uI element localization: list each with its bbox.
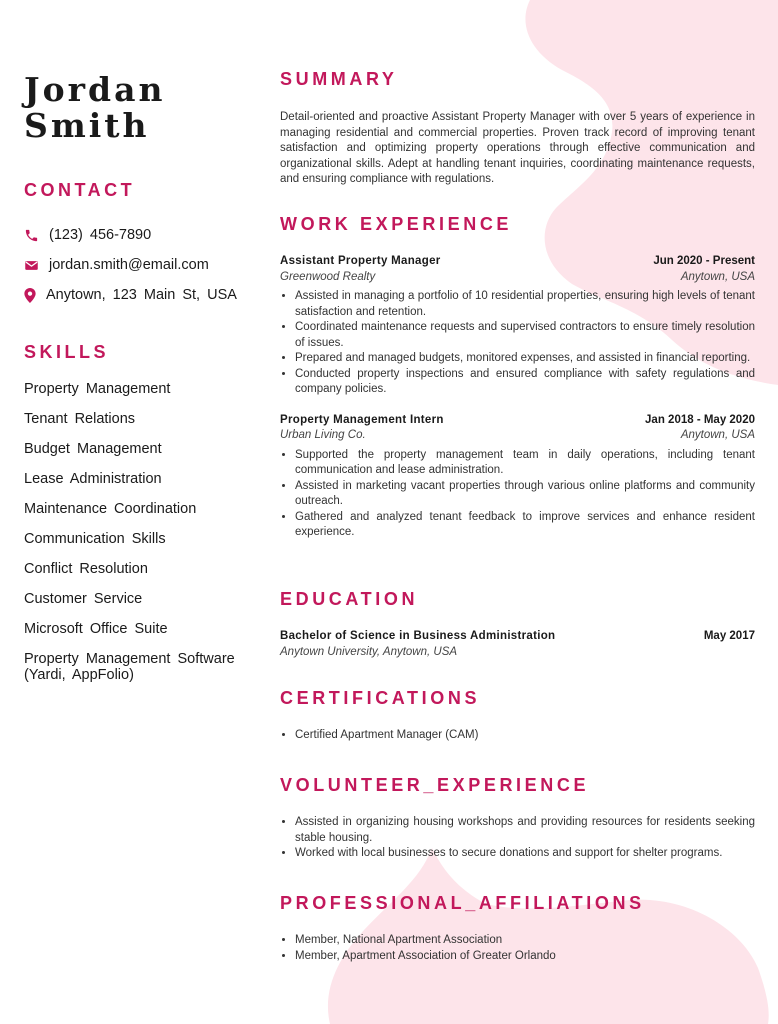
affiliations-section [280, 892, 755, 964]
contact-email [24, 250, 237, 280]
contact-address [24, 280, 237, 310]
job-dates: Jan 2018 - May 2020 [645, 413, 755, 426]
education-section [280, 588, 755, 660]
skill-item: Communication Skills [24, 531, 166, 547]
skill-item: Lease Administration [24, 471, 162, 487]
job-location: Anytown, USA [680, 429, 755, 441]
contact-phone [24, 220, 237, 250]
contact-list [24, 220, 237, 310]
job-title: Property Management Intern [280, 413, 444, 426]
job-header [280, 254, 755, 270]
job-dates: Jun 2020 - Present [653, 255, 755, 267]
skill-item: Maintenance Coordination [24, 501, 197, 517]
affiliations-list [280, 933, 755, 964]
phone-icon [24, 228, 39, 243]
job-bullet: • Conducted property inspections and ensured compliance with safety regulations and company policies. [295, 367, 755, 398]
work-experience-section [280, 213, 755, 541]
work-experience-heading: WORK EXPERIENCE [280, 214, 513, 234]
job-header [280, 413, 755, 429]
affiliation-item: • Member, National Apartment Association [295, 933, 755, 949]
degree: Bachelor of Science in Business Administration [280, 630, 556, 642]
volunteer-list [280, 815, 755, 862]
skill-item: Customer Service [24, 591, 143, 607]
job-company: Greenwood Realty [280, 270, 376, 283]
job-subheader [280, 270, 755, 286]
education-header [280, 629, 755, 645]
volunteer-item: • Worked with local businesses to secure donations and support for shelter programs. [295, 846, 755, 862]
affiliation-item: • Member, Apartment Association of Greater Orlando [295, 949, 755, 965]
candidate-name [24, 72, 165, 144]
skill-item: Tenant Relations [24, 411, 136, 427]
school: Anytown University, Anytown, USA [280, 645, 458, 658]
job-entry [280, 254, 755, 398]
skills-heading: SKILLS [24, 342, 110, 362]
certifications-section [280, 687, 755, 744]
education-heading: EDUCATION [280, 589, 419, 609]
job-company: Urban Living Co. [280, 429, 366, 441]
summary-text: Detail-oriented and proactive Assistant Property Manager with over 5 years of experience in managing residential and commercial properties. Proven track record of improving tenant satisfaction and optimizing property operations through effective communication and organizational skills. Adept at handling tenant inquiries, coordinating maintenance requests, and ensuring compliance with regulations. [280, 111, 755, 185]
job-location: Anytown, USA [680, 270, 755, 283]
email-text: jordan.smith@email.com [49, 257, 209, 273]
first-name: Jordan [24, 70, 166, 109]
skill-item: Budget Management [24, 441, 162, 457]
skill-item: Conflict Resolution [24, 561, 148, 577]
summary-section [280, 68, 755, 188]
job-entry [280, 413, 755, 541]
job-bullet: • Prepared and managed budgets, monitored expenses, and assisted in financial reporting. [295, 351, 755, 367]
job-title: Assistant Property Manager [280, 255, 441, 267]
affiliations-heading: PROFESSIONAL_AFFILIATIONS [280, 893, 645, 913]
certifications-heading: CERTIFICATIONS [280, 688, 481, 708]
summary-heading: SUMMARY [280, 69, 398, 89]
education-entry [280, 629, 755, 660]
job-bullets [280, 289, 755, 398]
contact-heading: CONTACT [24, 180, 136, 200]
job-bullet: • Coordinated maintenance requests and supervised contractors to ensure timely resolution of issues. [295, 320, 755, 351]
job-bullet: • Gathered and analyzed tenant feedback to improve services and enhance resident experience. [295, 510, 755, 541]
graduation-date: May 2017 [703, 630, 755, 642]
map-pin-icon [24, 288, 36, 303]
job-bullets [280, 448, 755, 541]
volunteer-item: • Assisted in organizing housing workshops and providing resources for residents seeking stable housing. [295, 815, 755, 846]
job-bullet: • Supported the property management team in daily operations, including tenant communication and lease administration. [295, 448, 755, 479]
phone-text: (123) 456-7890 [49, 227, 152, 243]
skill-item: Microsoft Office Suite [24, 621, 168, 637]
job-bullet: • Assisted in managing a portfolio of 10 residential properties, ensuring high levels of tenant satisfaction and retention. [295, 289, 755, 320]
job-subheader [280, 428, 755, 444]
volunteer-heading: VOLUNTEER_EXPERIENCE [280, 775, 590, 795]
address-text: Anytown, 123 Main St, USA [46, 287, 237, 303]
certification-item: • Certified Apartment Manager (CAM) [295, 728, 755, 744]
envelope-icon [24, 258, 39, 273]
education-subheader [280, 645, 755, 661]
job-bullet: • Assisted in marketing vacant properties through various online platforms and community outreach. [295, 479, 755, 510]
volunteer-section [280, 774, 755, 862]
skill-item: Property Management [24, 381, 171, 397]
skill-item: Property Management Software (Yardi, AppFolio) [24, 651, 235, 683]
skills-list [24, 381, 244, 697]
certifications-list [280, 728, 755, 744]
last-name: Smith [24, 106, 150, 145]
